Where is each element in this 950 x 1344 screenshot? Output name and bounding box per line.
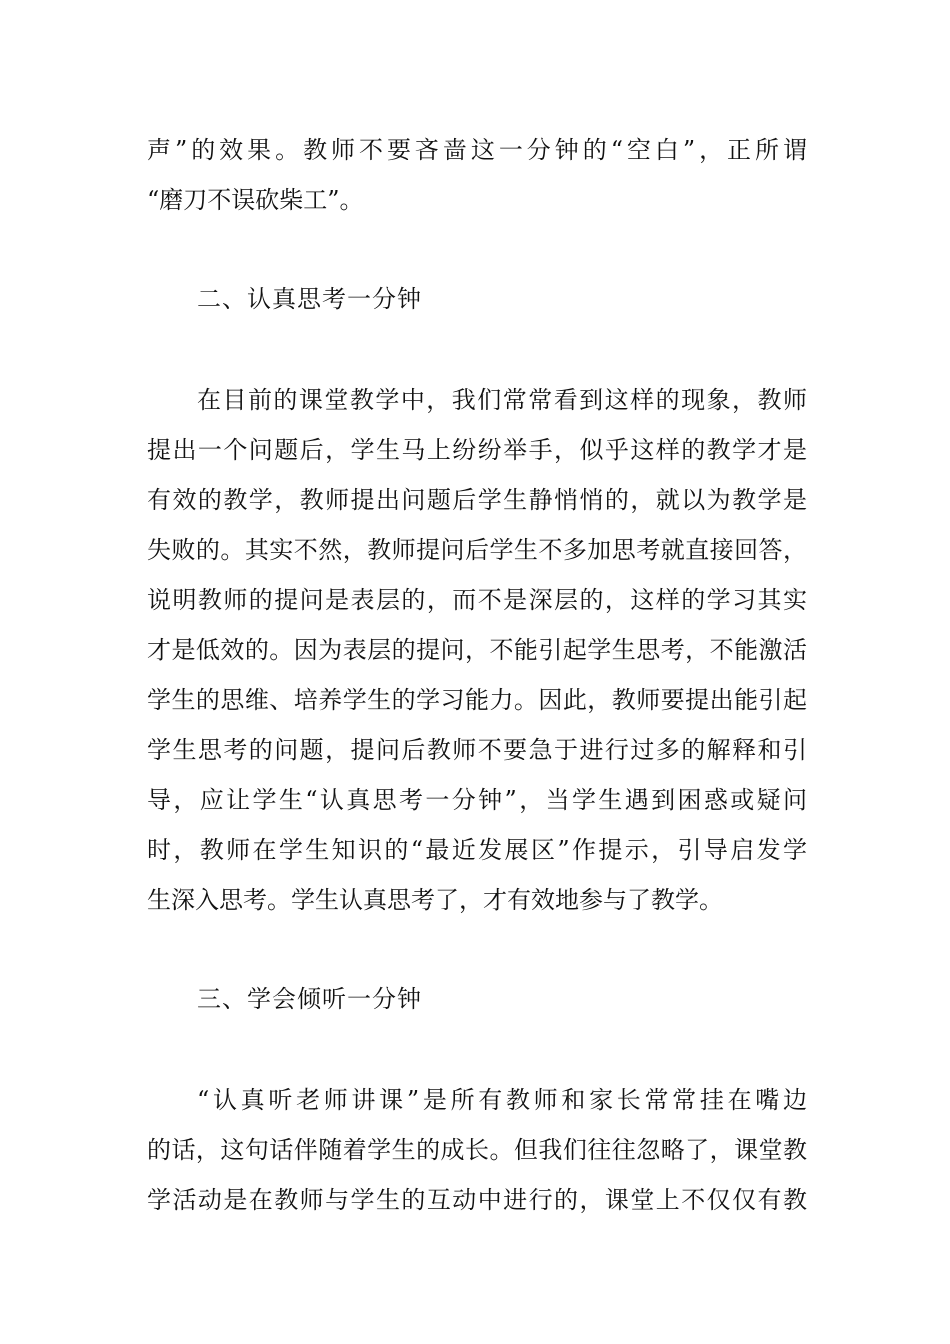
paragraph-line: 学生思考的问题，提问后教师不要急于进行过多的解释和引 xyxy=(147,736,807,764)
paragraph-line: 有效的教学，教师提出问题后学生静悄悄的，就以为教学是 xyxy=(147,486,807,514)
paragraph-line: 说明教师的提问是表层的，而不是深层的，这样的学习其实 xyxy=(147,586,807,614)
paragraph-line: 生深入思考。学生认真思考了，才有效地参与了教学。 xyxy=(147,886,723,914)
paragraph-line: 导，应让学生“认真思考一分钟”，当学生遇到困惑或疑问 xyxy=(147,786,807,814)
paragraph-line: 时，教师在学生知识的“最近发展区”作提示，引导启发学 xyxy=(147,836,807,864)
paragraph-line: 学生的思维、培养学生的学习能力。因此，教师要提出能引起 xyxy=(147,686,807,714)
paragraph-line: 在目前的课堂教学中，我们常常看到这样的现象，教师 xyxy=(197,386,807,414)
section-heading: 三、学会倾听一分钟 xyxy=(197,985,422,1013)
paragraph-line: 的话，这句话伴随着学生的成长。但我们往往忽略了，课堂教 xyxy=(147,1136,807,1164)
paragraph-line: 失败的。其实不然，教师提问后学生不多加思考就直接回答， xyxy=(147,536,807,564)
paragraph-line: 才是低效的。因为表层的提问，不能引起学生思考，不能激活 xyxy=(147,636,807,664)
paragraph-line: 学活动是在教师与学生的互动中进行的，课堂上不仅仅有教 xyxy=(147,1186,807,1214)
paragraph-line: 提出一个问题后，学生马上纷纷举手，似乎这样的教学才是 xyxy=(147,436,807,464)
paragraph-line: “磨刀不误砍柴工”。 xyxy=(147,186,364,214)
paragraph-line: 声”的效果。教师不要吝啬这一分钟的“空白”，正所谓 xyxy=(147,136,807,164)
section-heading: 二、认真思考一分钟 xyxy=(197,285,422,313)
paragraph-line: “认真听老师讲课”是所有教师和家长常常挂在嘴边 xyxy=(197,1086,807,1114)
